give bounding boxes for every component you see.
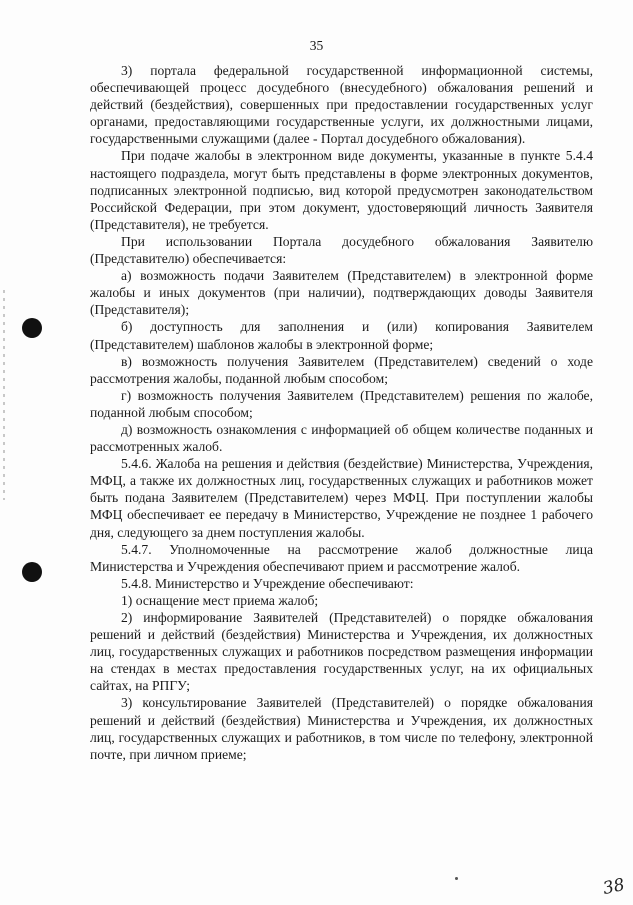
list-item-b: б) доступность для заполнения и (или) копирования Заявителем (Представителем) шаблонов жалобы в электронной форме; [90, 319, 593, 352]
handwritten-page-number: 38 [601, 874, 627, 900]
document-text [90, 62, 593, 763]
paragraph-electronic-submission: При подаче жалобы в электронном виде документы, указанные в пункте 5.4.4 настоящего подраздела, могут быть представлены в форме электронных документов, подписанных электронной подписью, вид которой предусмотрен законодательством Российской Федерации, при этом документ, удостоверяющий личность Заявителя (Представителя), не требуется. [90, 148, 593, 232]
list-item-1: 1) оснащение мест приема жалоб; [121, 592, 319, 608]
page-number: 35 [309, 38, 324, 53]
edge-scan-marks [3, 290, 5, 500]
paragraph-portal-usage: При использовании Портала досудебного обжалования Заявителю (Представителю) обеспечивается: [90, 233, 593, 267]
scan-speck [455, 877, 458, 880]
list-item-2: 2) информирование Заявителей (Представителей) о порядке обжалования решений и действий (бездействия) Министерства и Учреждения, их должностных лиц, государственных служащих и работников посредством размещения информации на стендах в местах предоставления государственных услуг, на их официальных сайтах, на РПГУ; [90, 610, 593, 694]
list-item-3: 3) консультирование Заявителей (Представителей) о порядке обжалования решений и действий (бездействия) Министерства и Учреждения, их должностных лиц, государственных служащих и работников, в том числе по телефону, электронной почте, при личном приеме; [90, 695, 593, 762]
binder-hole-bottom [22, 562, 42, 582]
list-item-g: г) возможность получения Заявителем (Представителем) решения по жалобе, поданной любым способом; [90, 387, 593, 420]
clause-5-4-7: 5.4.7. Уполномоченные на рассмотрение жалоб должностные лица Министерства и Учреждения обеспечивают прием и рассмотрение жалоб. [90, 541, 593, 574]
list-item-d: д) возможность ознакомления с информацией об общем количестве поданных и рассмотренных жалоб. [90, 421, 593, 455]
clause-5-4-6: 5.4.6. Жалоба на решения и действия (бездействие) Министерства, Учреждения, МФЦ, а также их должностных лиц, государственных служащих и работников может быть подана Заявителем (Представителем) через МФЦ. При поступлении жалобы МФЦ обеспечивает ее передачу в Министерство, Учреждение не позднее 1 рабочего дня, следующего за днем поступления жалобы. [90, 456, 593, 540]
paragraph-portal: 3) портала федеральной государственной информационной системы, обеспечивающей процесс досудебного (внесудебного) обжалования решений и действий (бездействия), совершенных при предоставлении государственных услуг органами, предоставляющими государственные услуги, их должностными лицами, государственными служащими (далее - Портал досудебного обжалования). [90, 63, 593, 147]
clause-5-4-8: 5.4.8. Министерство и Учреждение обеспечивают: [121, 575, 414, 591]
binder-hole-top [22, 318, 42, 338]
list-item-a: а) возможность подачи Заявителем (Представителем) в электронной форме жалобы и иных документов (при наличии), подтверждающих доводы Заявителя (Представителя); [90, 268, 593, 318]
list-item-v: в) возможность получения Заявителем (Представителем) сведений о ходе рассмотрения жалобы, поданной любым способом; [90, 353, 593, 386]
